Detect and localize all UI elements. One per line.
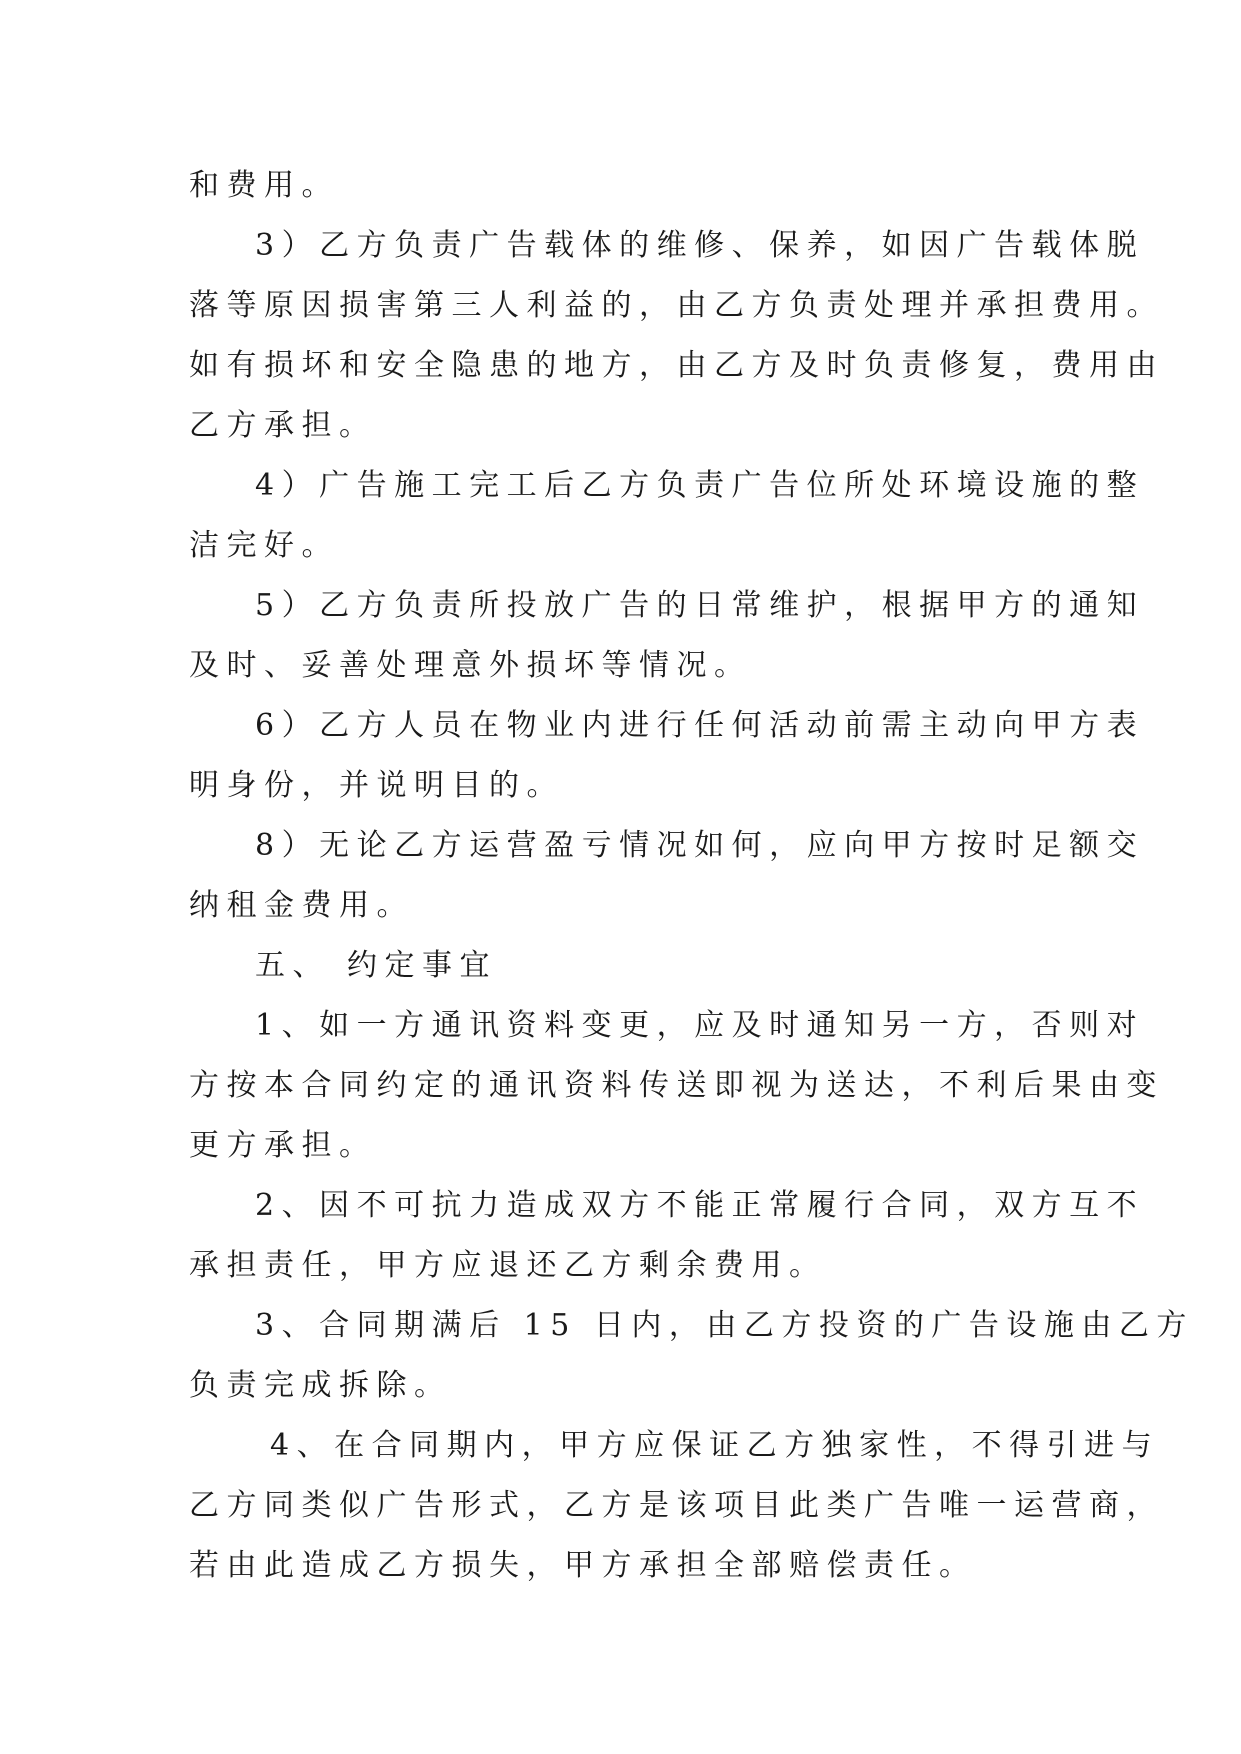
text-line: 负责完成拆除。 [189, 1368, 452, 1403]
text-line: 8）无论乙方运营盈亏情况如何，应向甲方按时足额交 [255, 828, 1145, 863]
text-line: 和费用。 [189, 168, 339, 203]
section-heading: 五、 约定事宜 [255, 948, 498, 983]
text-line: 明身份，并说明目的。 [189, 768, 564, 803]
text-line: 1、如一方通讯资料变更，应及时通知另一方，否则对 [255, 1008, 1145, 1043]
text-line: 方按本合同约定的通讯资料传送即视为送达，不利后果由变 [189, 1068, 1164, 1103]
text-line: 纳租金费用。 [189, 888, 414, 923]
text-line: 乙方同类似广告形式，乙方是该项目此类广告唯一运营商， [189, 1488, 1164, 1523]
text-line: 乙方承担。 [189, 408, 377, 443]
text-line: 5）乙方负责所投放广告的日常维护，根据甲方的通知 [255, 588, 1145, 623]
text-line: 2、因不可抗力造成双方不能正常履行合同，双方互不 [255, 1188, 1145, 1223]
text-line: 落等原因损害第三人利益的，由乙方负责处理并承担费用。 [189, 288, 1164, 323]
text-line: 若由此造成乙方损失，甲方承担全部赔偿责任。 [189, 1548, 977, 1583]
text-line: 3、合同期满后 15 日内，由乙方投资的广告设施由乙方 [255, 1308, 1194, 1343]
text-line: 3）乙方负责广告载体的维修、保养，如因广告载体脱 [255, 228, 1145, 263]
text-line: 承担责任，甲方应退还乙方剩余费用。 [189, 1248, 827, 1283]
text-line: 如有损坏和安全隐患的地方，由乙方及时负责修复，费用由 [189, 348, 1164, 383]
text-line: 4、在合同期内，甲方应保证乙方独家性，不得引进与 [270, 1428, 1160, 1463]
text-line: 6）乙方人员在物业内进行任何活动前需主动向甲方表 [255, 708, 1145, 743]
text-line: 洁完好。 [189, 528, 339, 563]
text-line: 及时、妥善处理意外损坏等情况。 [189, 648, 752, 683]
text-line: 4）广告施工完工后乙方负责广告位所处环境设施的整 [255, 468, 1145, 503]
text-line: 更方承担。 [189, 1128, 377, 1163]
document-body [189, 156, 1194, 1596]
